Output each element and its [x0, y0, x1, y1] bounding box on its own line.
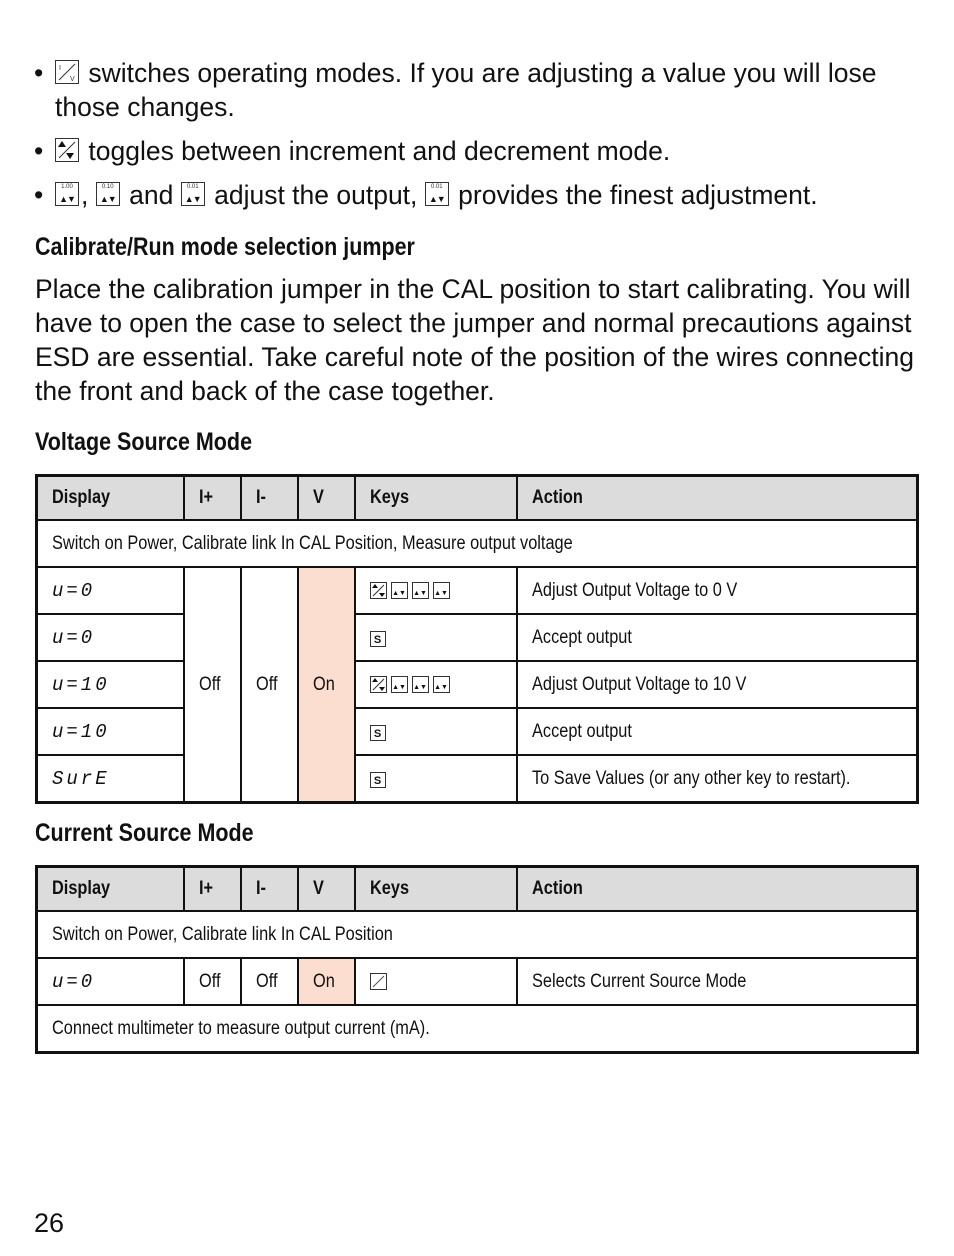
table-row: [37, 661, 918, 708]
col-action: Action: [517, 867, 918, 912]
col-v: V: [298, 476, 355, 521]
current-footer: Connect multimeter to measure output current (mA).: [37, 1005, 918, 1053]
keys-cell: [355, 567, 517, 614]
display-cell: u=10: [37, 708, 184, 755]
table-row: [37, 755, 918, 803]
display-cell: u=0: [37, 958, 184, 1005]
col-keys: Keys: [355, 476, 517, 521]
display-cell: SurE: [37, 755, 184, 803]
increment-decrement-toggle-icon: [55, 138, 79, 162]
keys-cell: [355, 661, 517, 708]
adjust-0-10-key-icon: ▲▼: [412, 676, 429, 693]
bullet-text: adjust the output,: [214, 180, 418, 210]
table-row: [37, 567, 918, 614]
jumper-paragraph: Place the calibration jumper in the CAL position to start calibrating. You will have to open the case to select the jumper and normal precautions against ESD are essential. Take careful note of the position of the wires connecting the front and back of the case together.: [35, 274, 914, 406]
finest-adjust-key-icon: 0.01 ▲▼: [425, 182, 449, 206]
toggle-key-icon: [370, 676, 387, 693]
col-i-minus: I-: [241, 867, 298, 912]
i-minus-cell: Off: [241, 567, 298, 803]
table-row: [37, 614, 918, 661]
col-keys: Keys: [355, 867, 517, 912]
table-row: [37, 958, 918, 1005]
voltage-heading: Voltage Source Mode: [35, 428, 253, 456]
keys-cell: [355, 708, 517, 755]
svg-text:V: V: [70, 76, 75, 83]
svg-text:I: I: [59, 65, 61, 72]
col-i-minus: I-: [241, 476, 298, 521]
table-note-row: [37, 520, 918, 567]
comma: ,: [81, 180, 89, 210]
and-word: and: [129, 180, 174, 210]
bullet-dot: •: [34, 58, 44, 88]
mode-switch-key-icon: [370, 973, 387, 990]
voltage-table: [35, 474, 919, 804]
adjust-0-10-key-icon: ▲▼: [412, 582, 429, 599]
bullet-dot: •: [34, 136, 44, 166]
col-v: V: [298, 867, 355, 912]
mode-switch-icon: [55, 60, 79, 84]
action-cell: Selects Current Source Mode: [517, 958, 918, 1005]
i-plus-cell: Off: [184, 567, 241, 803]
table-header-row: [37, 476, 918, 521]
v-cell: On: [298, 567, 355, 803]
voltage-note: Switch on Power, Calibrate link In CAL Position, Measure output voltage: [37, 520, 918, 567]
keys-cell: [355, 958, 517, 1005]
bullet-mode-switch: [34, 56, 924, 124]
jumper-heading: Calibrate/Run mode selection jumper: [35, 233, 415, 261]
display-cell: u=0: [37, 567, 184, 614]
keys-cell: [355, 614, 517, 661]
action-cell: Adjust Output Voltage to 0 V: [517, 567, 918, 614]
bullet-adjust: [34, 178, 924, 212]
action-cell: To Save Values (or any other key to restart).: [517, 755, 918, 803]
save-key-icon: S: [370, 772, 386, 788]
toggle-key-icon: [370, 582, 387, 599]
table-footer-row: [37, 1005, 918, 1053]
col-i-plus: I+: [184, 476, 241, 521]
adjust-0-01-key-icon: 0.01 ▲▼: [181, 182, 205, 206]
adjust-1-00-key-icon: 1.00 ▲▼: [55, 182, 79, 206]
adjust-0-10-key-icon: 0.10 ▲▼: [96, 182, 120, 206]
bullet-text: switches operating modes. If you are adjusting a value you will lose those changes.: [55, 58, 877, 122]
bullet-text: provides the finest adjustment.: [458, 180, 818, 210]
bullet-dot: •: [34, 180, 44, 210]
col-display: Display: [37, 867, 184, 912]
current-note: Switch on Power, Calibrate link In CAL Position: [37, 911, 918, 958]
bullet-toggle: [34, 134, 924, 168]
table-header-row: [37, 867, 918, 912]
bullet-text: toggles between increment and decrement mode.: [81, 136, 671, 166]
col-display: Display: [37, 476, 184, 521]
save-key-icon: S: [370, 631, 386, 647]
display-cell: u=10: [37, 661, 184, 708]
bullet-list: [34, 56, 924, 222]
adjust-0-01-key-icon: ▲▼: [433, 582, 450, 599]
adjust-1-00-key-icon: ▲▼: [391, 582, 408, 599]
i-plus-cell: Off: [184, 958, 241, 1005]
col-action: Action: [517, 476, 918, 521]
adjust-1-00-key-icon: ▲▼: [391, 676, 408, 693]
keys-cell: [355, 755, 517, 803]
current-heading: Current Source Mode: [35, 819, 254, 847]
table-note-row: [37, 911, 918, 958]
page-number: 26: [34, 1208, 65, 1238]
adjust-0-01-key-icon: ▲▼: [433, 676, 450, 693]
v-cell: On: [298, 958, 355, 1005]
display-cell: u=0: [37, 614, 184, 661]
action-cell: Accept output: [517, 614, 918, 661]
current-table: [35, 865, 919, 1054]
action-cell: Adjust Output Voltage to 10 V: [517, 661, 918, 708]
i-minus-cell: Off: [241, 958, 298, 1005]
table-row: [37, 708, 918, 755]
save-key-icon: S: [370, 725, 386, 741]
col-i-plus: I+: [184, 867, 241, 912]
action-cell: Accept output: [517, 708, 918, 755]
